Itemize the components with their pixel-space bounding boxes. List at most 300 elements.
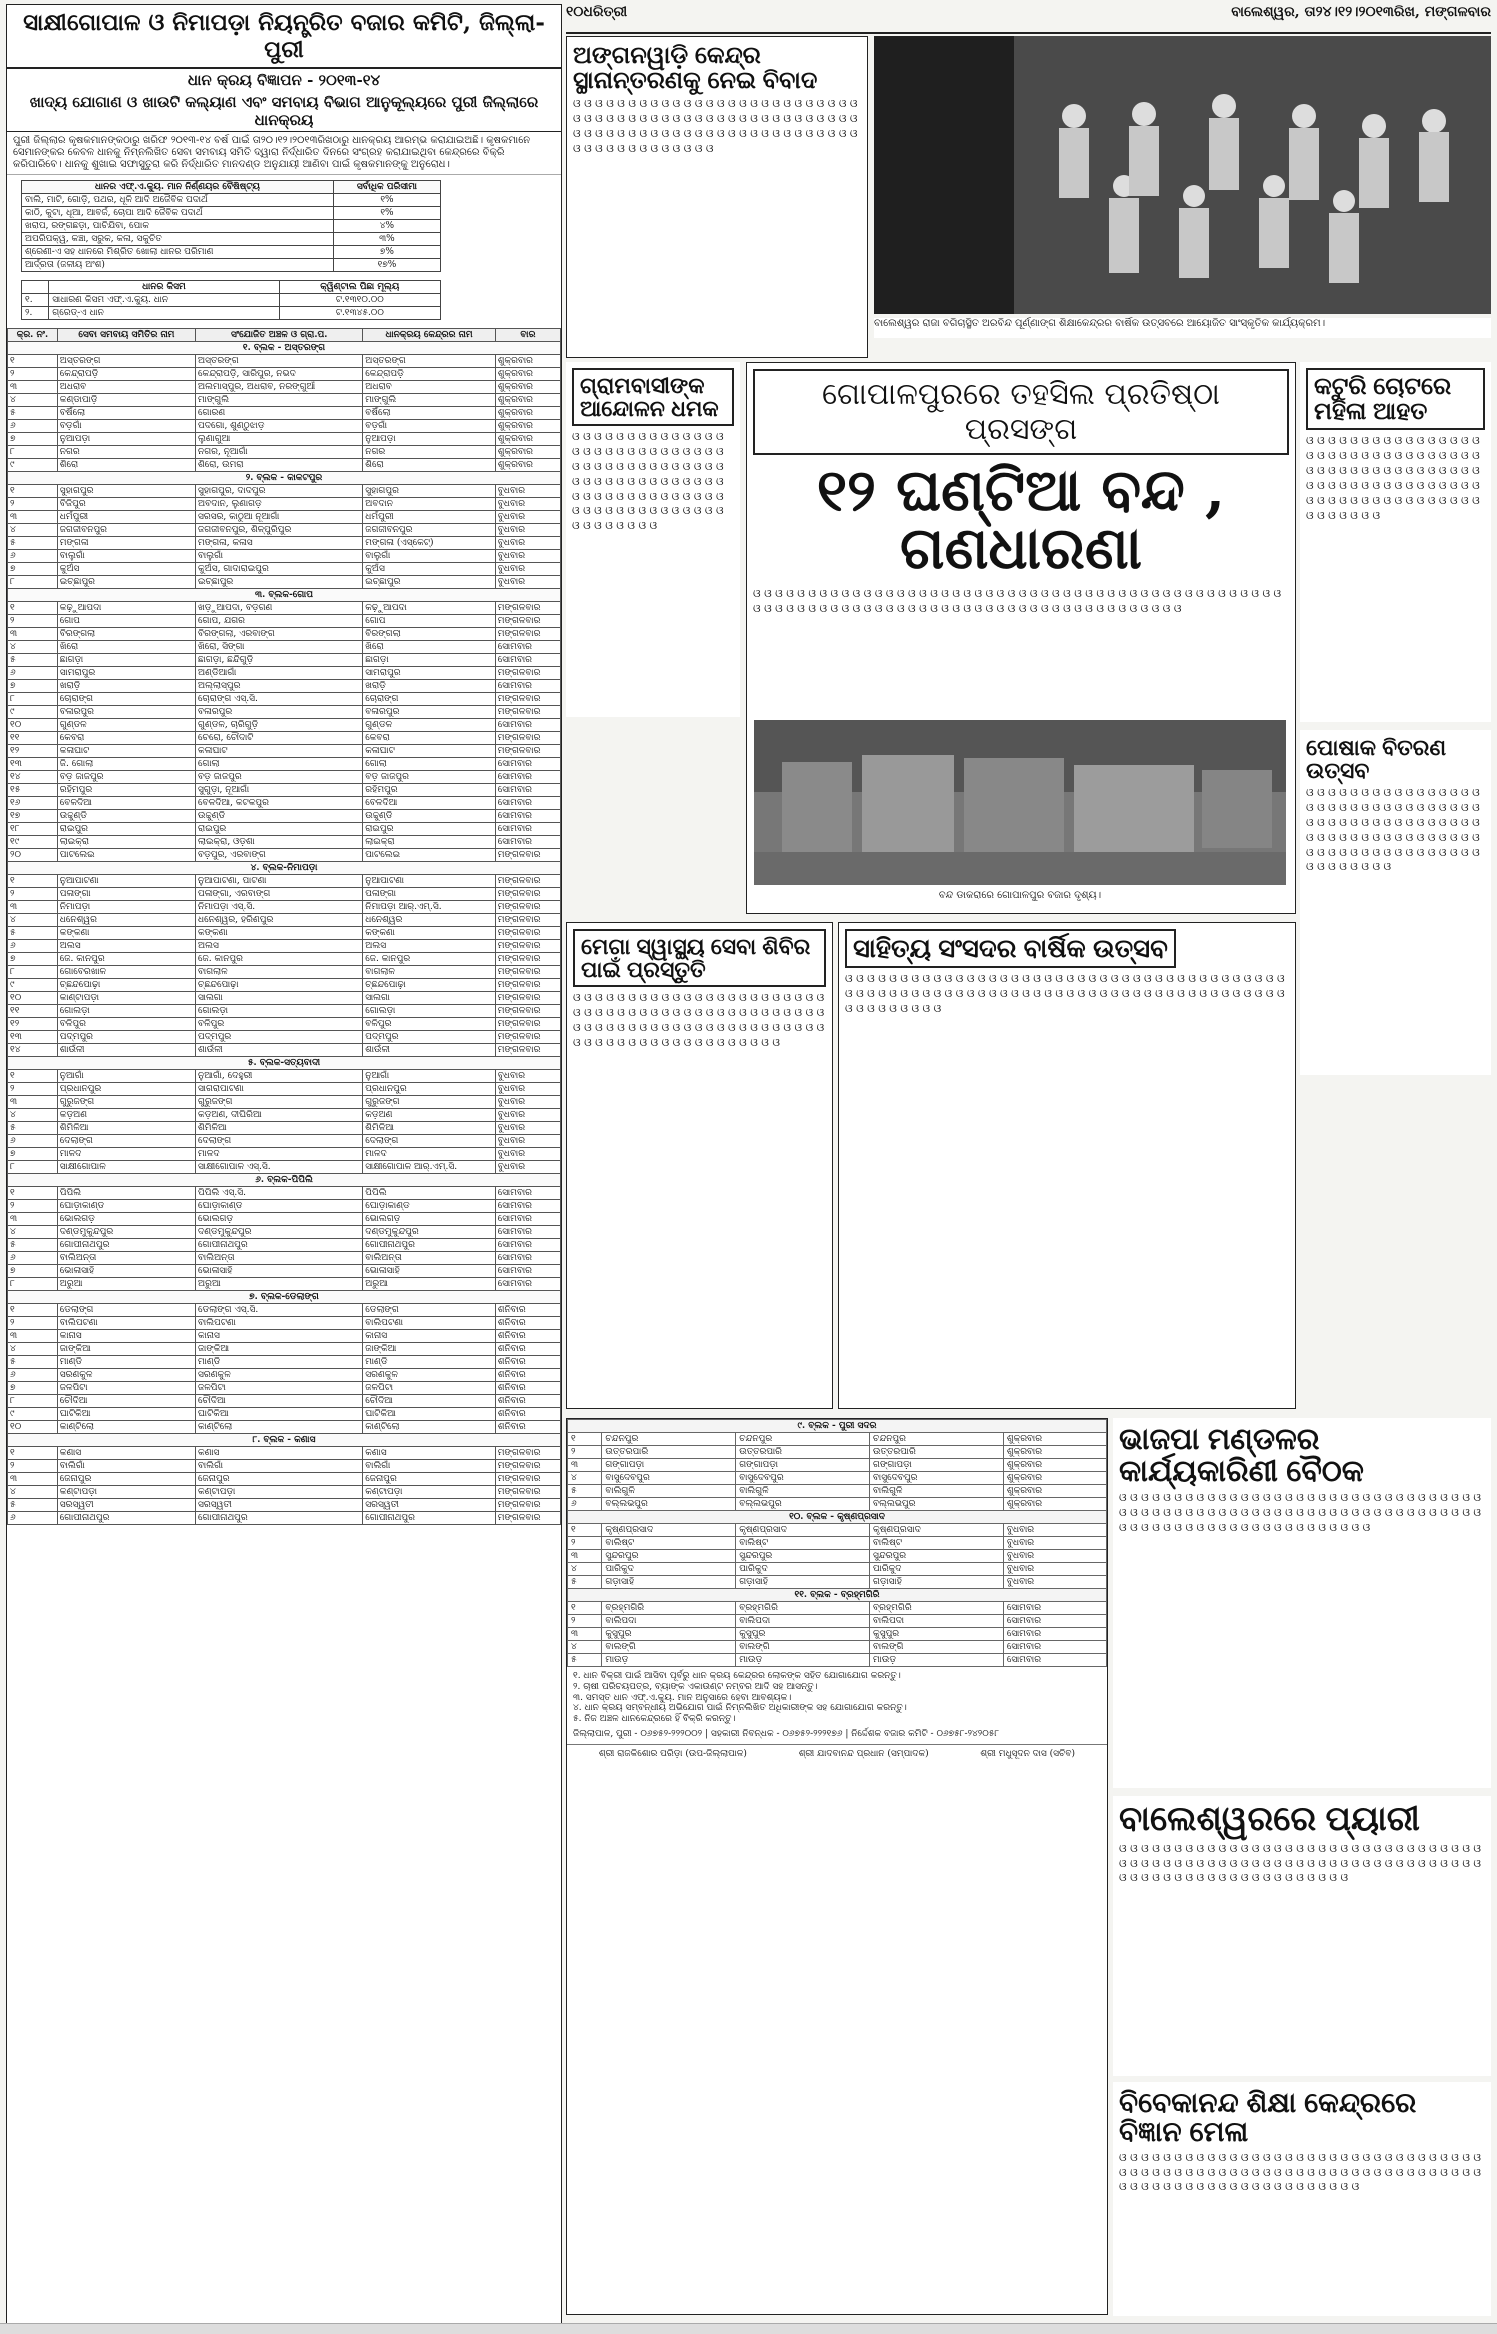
table-row [568,1602,1107,1615]
cell-day: ବୁଧବାର [1003,1524,1106,1537]
cell-sl: ୨ [568,1537,602,1550]
ad-department-line: ଖାଦ୍ୟ ଯୋଗାଣ ଓ ଖାଉଟି କଲ୍ୟାଣ ଏବଂ ସମବାୟ ବିଭାଗ ଆନୁକୂଲ୍ୟରେ ପୁରୀ ଜିଲ୍ଲାରେ ଧାନକ୍ରୟ [7,91,561,132]
cell-area: କୁଅଁସ, ଗାଦାରାଇପୁର [196,563,363,576]
cell-area: ଜେନାପୁର [196,1473,363,1486]
cell-area: କାଣ୍ଟିଲୋ [196,1421,363,1434]
cell-area: ବିରଙ୍ଗଲା, ଏରବାଙ୍ଗ [196,628,363,641]
bjp-headline: ଭାଜପା ମଣ୍ଡଳର କାର୍ଯ୍ୟକାରିଣୀ ବୈଠକ [1119,1423,1364,1488]
cell-society: ବାଲଙ୍ଗି [602,1641,736,1654]
cell-center: ବ୍ରହ୍ମଗିରି [870,1602,1004,1615]
literature-headline: ସାହିତ୍ୟ ସଂସଦର ବାର୍ଷିକ ଉତ୍ସବ [845,929,1176,968]
table-row [8,1408,561,1421]
cell-sl: ୨ [8,615,58,628]
cell-center: କଣ୍ଟାପଡ଼ା [363,1486,496,1499]
cell-society: ପଳାଙ୍ଗା [57,888,195,901]
table-row [8,1304,561,1317]
cell-area: ସୁନ୍ଦରପୁର [736,1550,870,1563]
cell-area: ଗୁଣ୍ଡଳ, ଚାରିଗୁଡ଼ି [196,719,363,732]
cell-society: ବଳିପୁର [57,1018,195,1031]
table-row [8,576,561,589]
spec-limit: ୭% [333,246,440,259]
cell-day: ବୁଧବାର [495,1122,560,1135]
cell-society: ଗୁଣ୍ଡଳ [57,719,195,732]
cell-society: ଗୋପୀନାଥପୁର [57,1239,195,1252]
cell-center: ଗୋଲଡ଼ା [363,1005,496,1018]
block-row [8,472,561,485]
cell-day: ଶୁକ୍ରବାର [1003,1446,1106,1459]
cell-sl: ୧ [8,602,58,615]
cell-center: କାଣ୍ଟିଲୋ [363,1421,496,1434]
table-row [8,966,561,979]
cell-society: ମାଉଡ଼ [602,1654,736,1667]
table-row [8,498,561,511]
cell-sl: ୪ [8,1109,58,1122]
spec-row [22,246,441,259]
ad-title: ସାକ୍ଷୀଗୋପାଳ ଓ ନିମାପଡ଼ା ନିୟନ୍ତ୍ରିତ ବଜାର କମିଟି, ଜିଲ୍ଲା-ପୁରୀ [7,5,561,69]
paddy-procurement-advertisement [6,4,562,2324]
cell-day: ସୋମବାର [495,680,560,693]
signature-1: ଶ୍ରୀ ରାଜକିଶୋର ପରିଡ଼ା (ଉପ-ଜିଲ୍ଲାପାଳ) [598,1748,747,1759]
cell-day: ବୁଧବାର [1003,1550,1106,1563]
cell-area: କଙ୍କଣା [196,927,363,940]
cell-society: ଗୁରୁଜଙ୍ଗ [57,1096,195,1109]
cell-society: ଇଚ୍ଛାପୁର [57,576,195,589]
cell-area: କେନ୍ଦ୍ରାପଡ଼ି, ସାରିପୁର, ନଭଦ [196,368,363,381]
cell-sl: ୨ [568,1446,602,1459]
rate-price: ଟ.୧୩୪୫.୦୦ [279,307,440,320]
cell-society: କଳାଘାଟ [57,745,195,758]
cell-sl: ୩ [568,1628,602,1641]
cell-society: ଗୋବେରଖାଳ [57,966,195,979]
table-row [8,1070,561,1083]
cell-area: ବାଲିଅନ୍ତା [196,1252,363,1265]
cell-sl: ୫ [8,1356,58,1369]
cell-area: ଗୋପୀନାଥପୁର [196,1239,363,1252]
spec-limit: ୧୭% [333,259,440,272]
cell-society: ବିଜିପୁର [57,498,195,511]
signature-3: ଶ୍ରୀ ମଧୁସୂଦନ ଦାସ (ସଚିବ) [980,1748,1076,1759]
table-row [8,511,561,524]
cell-area: ସରସ୍ୱତୀ [196,1499,363,1512]
cell-area: ନୁଆଗାଁ, ଦେହୁରୀ [196,1070,363,1083]
cell-center: ଶାଉଁଳୀ [363,1044,496,1057]
table-row [8,1005,561,1018]
cell-center: ବାଲିଅନ୍ତା [363,1252,496,1265]
cell-day: ମଙ୍ଗଳବାର [495,628,560,641]
table-row [8,1148,561,1161]
cell-sl: ୨ [8,888,58,901]
cell-sl: ୧ [8,485,58,498]
cell-day: ମଙ୍ଗଳବାର [495,901,560,914]
villagers-story [566,362,740,717]
cell-center: ନୁଆପାଟଣା [363,875,496,888]
mega-health-body: ଓ ଓ ଓ ଓ ଓ ଓ ଓ ଓ ଓ ଓ ଓ ଓ ଓ ଓ ଓ ଓ ଓ ଓ ଓ ଓ ଓ ଓ ଓ ଓ ଓ ଓ ଓ ଓ ଓ ଓ ଓ ଓ ଓ ଓ ଓ ଓ ଓ ଓ ଓ ଓ ଓ ଓ ଓ ଓ ଓ ଓ ଓ ଓ ଓ ଓ ଓ ଓ ଓ ଓ ଓ ଓ ଓ ଓ ଓ ଓ ଓ ଓ ଓ ଓ ଓ ଓ ଓ ଓ ଓ ଓ ଓ ଓ ଓ ଓ ଓ ଓ ଓ ଓ ଓ ଓ ଓ ଓ ଓ ଓ ଓ ଓ ଓ ଓ [573,991,825,1049]
cell-sl: ୧୯ [8,836,58,849]
cell-center: ନୁଆଗାଁ [363,1070,496,1083]
table-row [8,927,561,940]
cell-society: କଣ୍ଟାପଡ଼ା [57,1486,195,1499]
cell-area: ସୁଗୁଡ଼ା, ନୂଆଗାଁ [196,784,363,797]
spec-name: ଆର୍ଦ୍ରତା (ଜଳୀୟ ଅଂଶ) [22,259,334,272]
table-row [8,1187,561,1200]
spec-limit: ୩% [333,233,440,246]
rate-header-type: ଧାନର କିସମ [49,281,279,294]
cell-sl: ୩ [8,901,58,914]
cell-area: ବାସୁଦେବପୁର [736,1472,870,1485]
cell-society: ଶିମିଳିଆ [57,1122,195,1135]
table-row [8,654,561,667]
cell-center: ବାଲଙ୍ଗି [870,1641,1004,1654]
cell-society: ବାଲିଷ୍ଟ [602,1537,736,1550]
cell-center: ମାଳଦ [363,1148,496,1161]
cell-society: ଅସ୍ତରଙ୍ଗ [57,355,195,368]
table-row [8,1018,561,1031]
cell-society: କାନାସ [57,1330,195,1343]
cell-center: ବାଲିପଦା [870,1615,1004,1628]
cell-day: ସୋମବାର [495,1226,560,1239]
cell-area: ମାଙ୍ଗୁଲି [196,394,363,407]
cell-day: ଶୁକ୍ରବାର [495,446,560,459]
table-row [568,1615,1107,1628]
table-row [8,446,561,459]
cell-day: ବୁଧବାର [495,1070,560,1083]
cell-area: ବାଲିପଟଣା [196,1317,363,1330]
cell-center: ବାଗଲାଳ [363,966,496,979]
cell-society: ବାଲିପଦା [602,1615,736,1628]
table-row [8,1265,561,1278]
table-row [568,1641,1107,1654]
rate-sl: ୨. [22,307,49,320]
cell-day: ଶୁକ୍ରବାର [495,394,560,407]
cell-day: ବୁଧବାର [1003,1563,1106,1576]
cell-sl: ୨ [8,368,58,381]
note-item: ୫. ନିଜ ଅଞ୍ଚଳ ଧାନକେନ୍ଦ୍ରରେ ହିଁ ବିକ୍ରି କରନ୍ତୁ। [573,1714,736,1725]
table-row [568,1459,1107,1472]
cell-sl: ୬ [8,550,58,563]
date-line: ବାଲେଶ୍ୱର, ତା୨୪।୧୨।୨୦୧୩ରିଖ, ମଙ୍ଗଳବାର [1231,4,1491,20]
table-row [8,1330,561,1343]
woman-injured-story [1300,362,1491,722]
cell-day: ସୋମବାର [495,784,560,797]
table-row [568,1654,1107,1667]
cell-area: ଚ୍ଛନ୍ଦପୋଢ଼ା [196,979,363,992]
block-row [8,1057,561,1070]
cell-society: ବାଲିଅନ୍ତା [57,1252,195,1265]
table-row [8,1499,561,1512]
cell-area: କଡ଼ଅଣ, ଦୀଘିରିଆ [196,1109,363,1122]
block-row [8,1174,561,1187]
cell-area: ଖିରୋ, ସିଙ୍ଗା [196,641,363,654]
cell-center: ଗଙ୍ଗାପଡ଼ା [870,1459,1004,1472]
cell-area: ମାଣ୍ଡି [196,1356,363,1369]
cell-area: ଗୋରଣ [196,407,363,420]
cell-sl: ୩ [8,628,58,641]
cell-society: ଗୋଲଡ଼ା [57,1005,195,1018]
cell-day: ସୋମବାର [495,797,560,810]
cell-day: ସୋମବାର [1003,1641,1106,1654]
cell-area: ଦେଲାଙ୍ଗ [196,1135,363,1148]
cell-society: ନଗର [57,446,195,459]
cell-sl: ୭ [8,953,58,966]
table-row [8,1031,561,1044]
cell-area: ଅସ୍ତରଙ୍ଗ [196,355,363,368]
cell-sl: ୩ [8,511,58,524]
cell-area: ବାଲିଗୁଳି [736,1485,870,1498]
cell-area: ଅରୁଆ [196,1278,363,1291]
cell-society: କଙ୍କଣା [57,927,195,940]
dress-distribution-story [1300,730,1491,1075]
cell-day: ମଙ୍ଗଳବାର [495,849,560,862]
cell-center: ଗୁରୁଜଙ୍ଗ [363,1096,496,1109]
cell-society: ବାଲିଗାଁ [57,1460,195,1473]
cell-center: ଜଗଜୀବନପୁର [363,524,496,537]
rate-type: ଗ୍ରେଡ୍-ଏ ଧାନ [49,307,279,320]
cell-area: ଘାଟିକିଆ [196,1408,363,1421]
cell-area: ଚେରୋ, ଚୌଦାଟି [196,732,363,745]
rate-row [22,307,441,320]
cell-society: ପିପିଲି [57,1187,195,1200]
cell-center: ଗୋପୀନାଥପୁର [363,1512,496,1525]
cell-sl: ୭ [8,563,58,576]
table-row [568,1563,1107,1576]
gopalpur-headline: ୧୨ ଘଣ୍ଟିଆ ବନ୍ଦ , ଗଣଧାରଣା [816,456,1226,582]
cell-sl: ୫ [8,1499,58,1512]
literature-body: ଓ ଓ ଓ ଓ ଓ ଓ ଓ ଓ ଓ ଓ ଓ ଓ ଓ ଓ ଓ ଓ ଓ ଓ ଓ ଓ ଓ ଓ ଓ ଓ ଓ ଓ ଓ ଓ ଓ ଓ ଓ ଓ ଓ ଓ ଓ ଓ ଓ ଓ ଓ ଓ ଓ ଓ ଓ ଓ ଓ ଓ ଓ ଓ ଓ ଓ ଓ ଓ ଓ ଓ ଓ ଓ ଓ ଓ ଓ ଓ ଓ ଓ ଓ ଓ ଓ ଓ ଓ ଓ ଓ ଓ ଓ ଓ ଓ ଓ ଓ ଓ ଓ ଓ ଓ ଓ ଓ ଓ ଓ ଓ ଓ ଓ ଓ ଓ ଓ [845,972,1285,1015]
cell-day: ବୁଧବାର [495,1161,560,1174]
cell-center: ଘାଟିକିଆ [363,1408,496,1421]
cell-day: ସୋମବାର [1003,1615,1106,1628]
cell-day: ସୋମବାର [495,810,560,823]
note-item: ୩. ସମସ୍ତ ଧାନ ଏଫ୍.ଏ.କ୍ୟୁ. ମାନ ଅନୁସାରେ ହେବା ଆବଶ୍ୟକ। [573,1692,792,1703]
table-row [8,1512,561,1525]
table-row [8,888,561,901]
block-title: ୩. ବ୍ଲକ-ଗୋପ [8,589,561,602]
block-title: ୨. ବ୍ଲକ - କାକଟପୁର [8,472,561,485]
cell-area: କୃଷ୍ଣପ୍ରସାଦ [736,1524,870,1537]
cell-area: ଧନେଶ୍ୱର, ହରିଣପୁର [196,914,363,927]
cell-day: ମଙ୍ଗଳବାର [495,1460,560,1473]
contacts-line: ଜିଲ୍ଲାପାଳ, ପୁରୀ - ୦୬୭୫୨-୨୨୨୦୦୨ | ସହକାରୀ ନିବନ୍ଧକ - ୦୬୭୫୨-୨୨୨୧୭୬ | ନିର୍ଦ୍ଦେଶକ ବଜାର କମିଟି - ୦୬୭୫୮-୨୪୨୦୫୮ [573,1728,1000,1739]
cell-sl: ୧୦ [8,1421,58,1434]
cell-day: ଶୁକ୍ରବାର [1003,1498,1106,1511]
cell-society: ଗଡ଼ାସାହି [602,1576,736,1589]
cell-area: ବଡ଼ପୁର, ଏରବାଙ୍ଗ [196,849,363,862]
cell-center: ଚ୍ଛନ୍ଦପୋଢ଼ା [363,979,496,992]
table-row [8,771,561,784]
gopalpur-market-photo [754,720,1286,885]
cell-society: ନୁଆପଡ଼ା [57,433,195,446]
cell-society: ନୁଆପାଟଣା [57,875,195,888]
cell-area: ବଲ୍ଲଭପୁର [736,1498,870,1511]
note-item: ୧. ଧାନ ବିକ୍ରୀ ପାଇଁ ଆସିବା ପୂର୍ବରୁ ଧାନ କ୍ରୟ କେନ୍ଦ୍ରର ଲୋକଙ୍କ ସହିତ ଯୋଗାଯୋଗ କରନ୍ତୁ। [573,1671,901,1681]
cell-area: ପଦଗୋ, ଶୁଣ୍ଠୁଝାଡ଼ [196,420,363,433]
cell-day: ଶନିବାର [495,1421,560,1434]
note-item: ୪. ଧାନ କ୍ରୟ ସମ୍ବନ୍ଧୀୟ ଅଭିଯୋଗ ପାଇଁ ନିମ୍ନଲିଖିତ ଅଧିକାରୀଙ୍କ ସହ ଯୋଗାଯୋଗ କରନ୍ତୁ। [573,1703,907,1714]
cell-sl: ୧୨ [8,745,58,758]
cell-sl: ୪ [568,1472,602,1485]
cell-center: ଲାଇକ୍ରା [363,836,496,849]
cell-center: ଅସ୍ତରଙ୍ଗ [363,355,496,368]
cell-day: ସୋମବାର [495,1213,560,1226]
ad-intro-text: ପୁରୀ ଜିଲ୍ଲାର କୃଷକମାନଙ୍କଠାରୁ ଖରିଫ ୨୦୧୩-୧୪ ବର୍ଷ ପାଇଁ ତା୨୦।୧୨।୨୦୧୩ରିଖଠାରୁ ଧାନକ୍ରୟ ଆରମ୍ଭ କରାଯାଇଅଛି। କୃଷକମାନେ ସେମାନଙ୍କର କେବଳ ଧାନକୁ ନିମ୍ନଲିଖିତ ସେବା ସମବାୟ ସମିତି ଦ୍ୱାରା ନିର୍ଦ୍ଧାରିତ ଦିନରେ ସଂଗ୍ରହ କରାଯାଇଥିବା କେନ୍ଦ୍ରରେ ବିକ୍ରି କରିପାରିବେ। ଧାନକୁ ଶୁଖାଇ ସଫାସୁତୁରା କରି ନିର୍ଦ୍ଧାରିତ ମାନଦଣ୍ଡ ଅନୁଯାୟୀ ଆଣିବା ପାଇଁ କୃଷକମାନଙ୍କୁ ଅନୁରୋଧ। [7,132,561,175]
cell-day: ଶୁକ୍ରବାର [1003,1485,1106,1498]
cell-society: ରହିମପୁର [57,784,195,797]
rate-price: ଟ.୧୩୧୦.୦୦ [279,294,440,307]
cell-center: ଉଚ୍ଚୁଣ୍ଡି [363,810,496,823]
cell-center: କଙ୍କଣା [363,927,496,940]
cell-society: ବାଲିଗୁଳି [602,1485,736,1498]
table-row [8,797,561,810]
cell-center: ସରସ୍ୱତୀ [363,1499,496,1512]
cell-area: ଅଲମାସ୍ପୁର, ଅଧରାବ, ନରଙ୍ଗୁଆଁ [196,381,363,394]
dance-photo [874,36,1491,314]
cell-society: ଛାଗଡ଼ା [57,654,195,667]
table-row [8,420,561,433]
cell-sl: ୨ [8,1317,58,1330]
cell-day: ସୋମବାର [495,1278,560,1291]
cell-center: ଅରୁଆ [363,1278,496,1291]
cell-day: ମଙ୍ଗଳବାର [495,615,560,628]
cell-sl: ୧ [8,1187,58,1200]
center-header-sl: କ୍ର. ନଂ. [8,329,58,342]
cell-day: ବୁଧବାର [1003,1576,1106,1589]
table-row [8,1460,561,1473]
cell-sl: ୩ [8,1473,58,1486]
cell-day: ସୋମବାର [495,1265,560,1278]
table-row [8,849,561,862]
cell-day: ମଙ୍ଗଳବାର [495,1486,560,1499]
cell-area: ଗୋଲଡ଼ା [196,1005,363,1018]
woman-injured-body: ଓ ଓ ଓ ଓ ଓ ଓ ଓ ଓ ଓ ଓ ଓ ଓ ଓ ଓ ଓ ଓ ଓ ଓ ଓ ଓ ଓ ଓ ଓ ଓ ଓ ଓ ଓ ଓ ଓ ଓ ଓ ଓ ଓ ଓ ଓ ଓ ଓ ଓ ଓ ଓ ଓ ଓ ଓ ଓ ଓ ଓ ଓ ଓ ଓ ଓ ଓ ଓ ଓ ଓ ଓ ଓ ଓ ଓ ଓ ଓ ଓ ଓ ଓ ଓ ଓ ଓ ଓ ଓ ଓ ଓ ଓ ଓ ଓ ଓ ଓ ଓ ଓ ଓ ଓ ଓ ଓ ଓ ଓ ଓ ଓ ଓ ଓ [1306,434,1480,522]
cell-sl: ୬ [8,1252,58,1265]
cell-sl: ୧୩ [8,758,58,771]
cell-society: ସାକ୍ଷୀଗୋପାଳ [57,1161,195,1174]
cell-center: ପ୍ରଧାନପୁର [363,1083,496,1096]
cell-sl: ୨ [8,1460,58,1473]
cell-day: ମଙ୍ଗଳବାର [495,732,560,745]
cell-area: ଗୋଲା [196,758,363,771]
block-row [8,589,561,602]
table-row [8,628,561,641]
cell-society: ସରସ୍ୱତୀ [57,1499,195,1512]
cell-society: ପଦ୍ମପୁର [57,1031,195,1044]
cell-society: କାଣ୍ଟାପଡ଼ା [57,992,195,1005]
cell-area: ଗଙ୍ଗାପଡ଼ା [736,1459,870,1472]
cell-sl: ୯ [8,459,58,472]
table-row [568,1433,1107,1446]
cell-center: ଶିରୋ [363,459,496,472]
cell-center: ଗୁଣ୍ଡଳ [363,719,496,732]
cell-sl: ୧୮ [8,823,58,836]
cell-day: ଶୁକ୍ରବାର [1003,1433,1106,1446]
cell-society: କୁଅଁସ [57,563,195,576]
cell-day: ଶନିବାର [495,1395,560,1408]
cell-sl: ୧୬ [8,797,58,810]
cell-day: ମଙ୍ଗଳବାର [495,1447,560,1460]
cell-center: ଦେଲାଙ୍ଗ [363,1135,496,1148]
table-row [568,1550,1107,1563]
cell-day: ମଙ୍ଗଳବାର [495,1044,560,1057]
cell-society: ମାଣ୍ଡି [57,1356,195,1369]
cell-center: ବାସୁଦେବପୁର [870,1472,1004,1485]
cell-day: ସୋମବାର [1003,1654,1106,1667]
cell-center: କୁଅଁସ [363,563,496,576]
table-row [8,368,561,381]
table-row [8,1109,561,1122]
science-fair-headline: ବିବେକାନନ୍ଦ ଶିକ୍ଷା କେନ୍ଦ୍ରରେ ବିଜ୍ଞାନ ମେଳା [1119,2087,1417,2148]
table-row [8,940,561,953]
spec-name: କାଠି, କୁଟା, ଧୂଆ, ଆବର୍ଜ, ଚୋପା ଆଦି ଜୈବିକ ପଦାର୍ଥ [22,207,334,220]
cell-sl: ୧ [8,875,58,888]
cell-day: ସୋମବାର [495,1239,560,1252]
spec-limit: ୧% [333,207,440,220]
table-row [8,823,561,836]
cell-center: ଜେ. କାନପୁର [363,953,496,966]
cell-sl: ୯ [8,979,58,992]
cell-day: ସୋମବାର [1003,1628,1106,1641]
cell-area: ଶିମିଳିଆ [196,1122,363,1135]
gopalpur-kicker: ଗୋପାଳପୁରରେ ତହସିଲ ପ୍ରତିଷ୍ଠା ପ୍ରସଙ୍ଗ [753,369,1289,455]
rate-type: ସାଧାରଣ କିସମ ଏଫ୍.ଏ.କ୍ୟୁ. ଧାନ [49,294,279,307]
cell-society: ଶିରୋ [57,459,195,472]
table-row [8,407,561,420]
cell-center: ବାଲିଷ୍ଟ [870,1537,1004,1550]
cell-society: ଲାଇକ୍ରା [57,836,195,849]
cell-day: ମଙ୍ଗଳବାର [495,875,560,888]
table-row [8,459,561,472]
block-title: ୧୧. ବ୍ଲକ - ବ୍ରହ୍ମଗିରି [568,1589,1107,1602]
spec-name: ଅପରିପକ୍ୱ, କଞ୍ଚା, ସରୁକ, କଳା, ସକୁଚିତ [22,233,334,246]
table-row [8,901,561,914]
cell-sl: ୧୦ [8,992,58,1005]
ad-subtitle: ଧାନ କ୍ରୟ ବିଜ୍ଞାପନ - ୨୦୧୩-୧୪ [187,71,381,89]
table-row [8,1382,561,1395]
cell-day: ବୁଧବାର [1003,1537,1106,1550]
cell-day: ମଙ୍ଗଳବାର [495,1031,560,1044]
cell-sl: ୧୭ [8,810,58,823]
cell-day: ବୁଧବାର [495,576,560,589]
cell-center: ଜେନାପୁର [363,1473,496,1486]
cell-society: ବର୍ଷିଲୋ [57,407,195,420]
cell-center: ଧର୍ମପୁରୀ [363,511,496,524]
cell-center: କଢ଼ୁଆପଦା [363,602,496,615]
cell-day: ସୋମବାର [495,719,560,732]
table-row [8,979,561,992]
cell-day: ବୁଧବାର [495,1135,560,1148]
cell-society: ଅଧରାବ [57,381,195,394]
cell-center: ମଙ୍ଗଳା (ଏସ୍କେଟ୍) [363,537,496,550]
cell-day: ମଙ୍ଗଳବାର [495,706,560,719]
cell-sl: ୬ [568,1498,602,1511]
cell-area: ଚୌଦିଆ [196,1395,363,1408]
cell-center: ଜଳପିଟା [363,1382,496,1395]
cell-society: ଡେଲାଙ୍ଗ [57,1304,195,1317]
cell-society: କେବରା [57,732,195,745]
cell-center: ବର୍ଷିଲୋ [363,407,496,420]
cell-area: ବାଲୁଗାଁ [196,550,363,563]
rate-sl: ୧. [22,294,49,307]
spec-limit: ୪% [333,220,440,233]
cell-society: ଘୋଡ଼ାକାଣ୍ଡ [57,1200,195,1213]
paddy-rate-table [21,280,441,320]
cell-sl: ୪ [8,1343,58,1356]
cell-society: କୃଷ୍ଣପ୍ରସାଦ [602,1524,736,1537]
cell-day: ଶନିବାର [495,1369,560,1382]
cell-center: କଣାସ [363,1447,496,1460]
cell-center: ବାଲିଗାଁ [363,1460,496,1473]
cell-sl: ୫ [568,1654,602,1667]
cell-area: ବାଲିଗାଁ [196,1460,363,1473]
